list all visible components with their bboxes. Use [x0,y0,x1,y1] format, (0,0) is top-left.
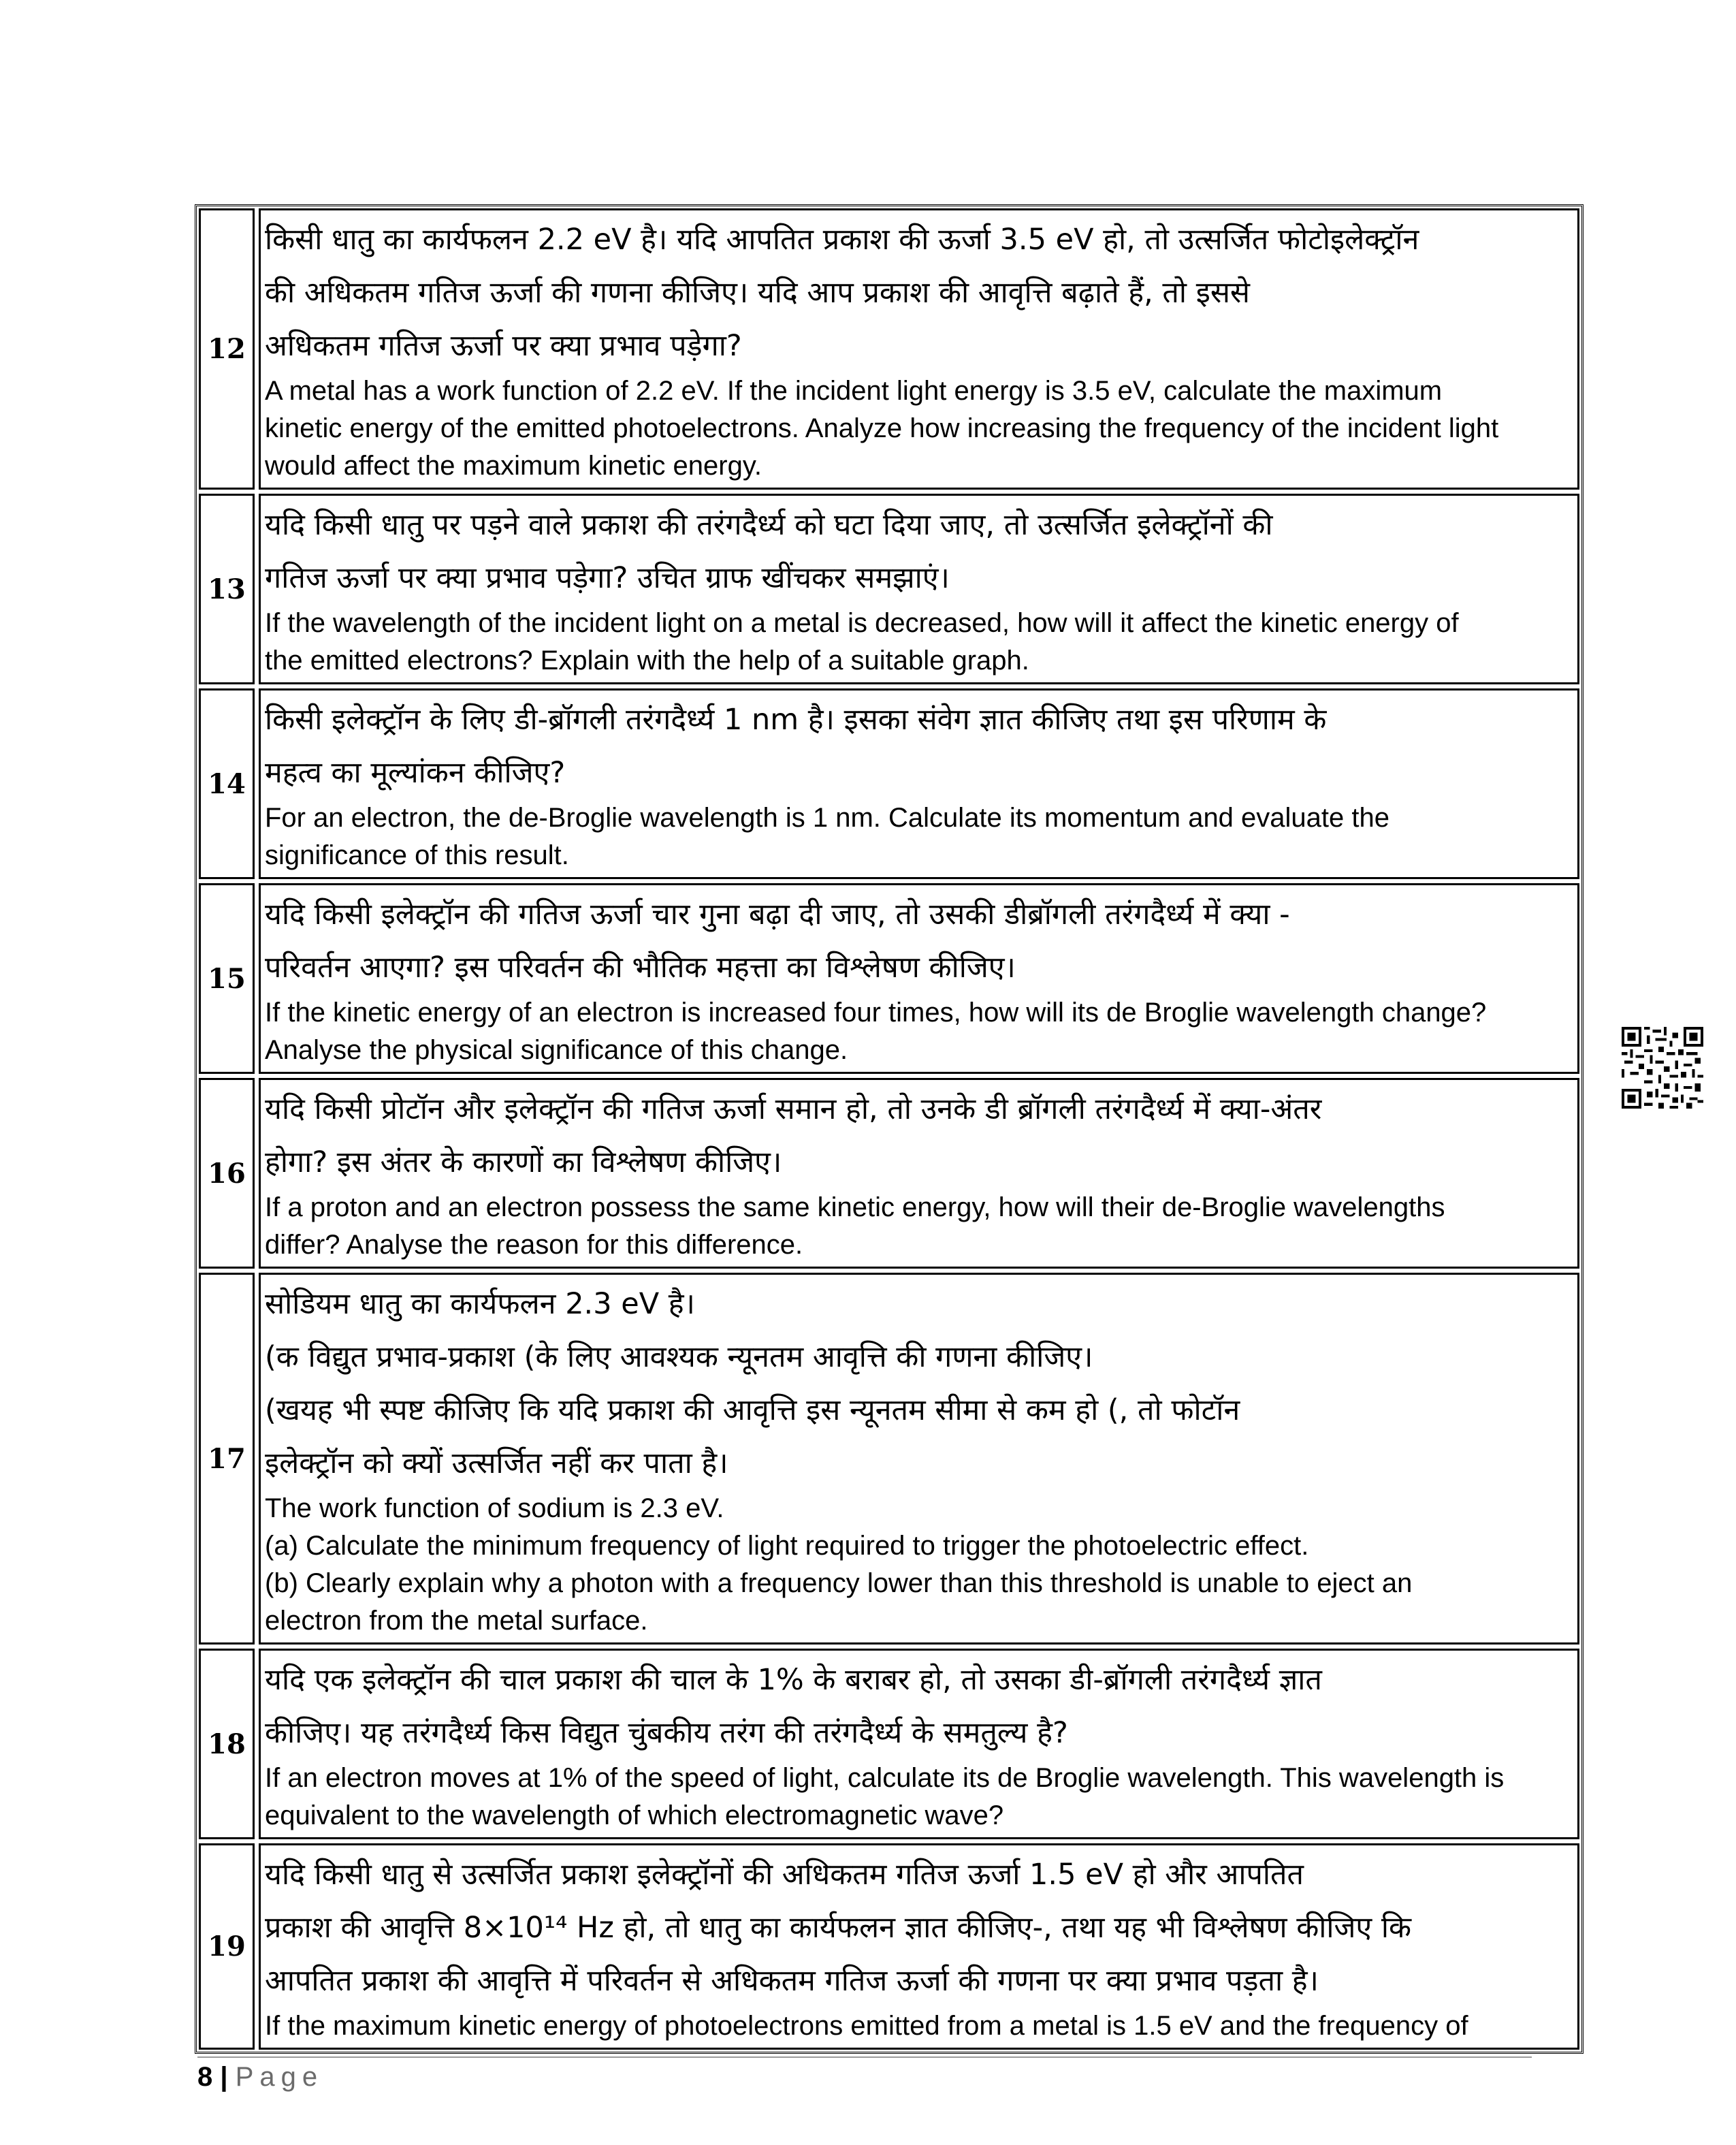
question-text [259,1843,1579,2050]
question-number: 16 [199,1078,255,1269]
page-label: Page [235,2062,324,2092]
question-number: 13 [199,494,255,684]
question-number: 17 [199,1273,255,1644]
page-number: 8 [197,2062,213,2092]
question-number: 15 [199,883,255,1074]
question-text [259,494,1579,684]
hindi-line: किसी इलेक्ट्रॉन के लिए डी-ब्रॉगली तरंगदैर्ध्य 1 nm है। इसका संवेग ज्ञात कीजिए तथा इस परिणाम के [265,703,1327,737]
hindi-line: प्रकाश की आवृत्ति 8×10¹⁴ Hz हो, तो धातु का कार्यफलन ज्ञात कीजिए-, तथा यह भी विश्लेषण कीजिए कि [265,1911,1412,1945]
question-text [259,1273,1579,1644]
hindi-line: की अधिकतम गतिज ऊर्जा की गणना कीजिए। यदि आप प्रकाश की आवृत्ति बढ़ाते हैं, तो इससे [265,276,1250,310]
english-line: would affect the maximum kinetic energy. [265,451,762,481]
question-hindi [265,1848,1573,2007]
question-row [199,1273,1579,1644]
hindi-line: सोडियम धातु का कार्यफलन 2.3 eV है। [265,1287,695,1321]
question-english [265,1490,1573,1640]
hindi-line: आपतित प्रकाश की आवृत्ति में परिवर्तन से अधिकतम गतिज ऊर्जा की गणना पर क्या प्रभाव पड़ता है। [265,1964,1319,1998]
hindi-line: यदि किसी प्रोटॉन और इलेक्ट्रॉन की गतिज ऊर्जा समान हो, तो उनके डी ब्रॉगली तरंगदैर्ध्य में क्या-अंतर [265,1092,1322,1126]
question-hindi [265,1277,1573,1490]
question-english [265,1760,1573,1834]
english-line: the emitted electrons? Explain with the help of a suitable graph. [265,646,1029,676]
footer-divider [197,2056,1532,2058]
hindi-line: महत्व का मूल्यांकन कीजिए? [265,756,566,790]
hindi-line: इलेक्ट्रॉन को क्यों उत्सर्जित नहीं कर पाता है। [265,1446,728,1480]
hindi-line: यदि एक इलेक्ट्रॉन की चाल प्रकाश की चाल के 1% के बराबर हो, तो उसका डी-ब्रॉगली तरंगदैर्ध्य ज्ञात [265,1663,1322,1697]
question-text [259,688,1579,879]
question-hindi [265,213,1573,372]
english-line: differ? Analyse the reason for this difference. [265,1230,803,1260]
hindi-line: किसी धातु का कार्यफलन 2.2 eV है। यदि आपतित प्रकाश की ऊर्जा 3.5 eV हो, तो उत्सर्जित फोटोइलेक्ट्रॉन [265,223,1419,257]
question-hindi [265,1653,1573,1760]
question-number: 14 [199,688,255,879]
question-row [199,1843,1579,2050]
english-line: (b) Clearly explain why a photon with a frequency lower than this threshold is unable to eject an [265,1568,1413,1598]
question-row [199,688,1579,879]
question-table [195,204,1584,2054]
question-row [199,883,1579,1074]
question-english [265,605,1573,680]
question-english [265,799,1573,874]
question-text [259,883,1579,1074]
qr-code-icon [1622,1027,1703,1109]
question-text [259,208,1579,490]
hindi-line: अधिकतम गतिज ऊर्जा पर क्या प्रभाव पड़ेगा? [265,329,742,363]
question-row [199,1649,1579,1839]
english-line: If a proton and an electron possess the same kinetic energy, how will their de-Broglie wavelengths [265,1192,1445,1222]
question-row [199,1078,1579,1269]
question-english [265,1189,1573,1264]
hindi-line: कीजिए। यह तरंगदैर्ध्य किस विद्युत चुंबकीय तरंग की तरंगदैर्ध्य के समतुल्य है? [265,1716,1068,1750]
hindi-line: होगा? इस अंतर के कारणों का विश्लेषण कीजिए। [265,1145,782,1179]
english-line: electron from the metal surface. [265,1606,648,1636]
question-hindi [265,888,1573,994]
question-english [265,2007,1573,2045]
hindi-line: यदि किसी धातु पर पड़ने वाले प्रकाश की तरंगदैर्ध्य को घटा दिया जाए, तो उत्सर्जित इलेक्ट्रॉनों की [265,508,1273,542]
page-footer [197,2062,323,2093]
english-line: kinetic energy of the emitted photoelectrons. Analyze how increasing the frequency of the incident light [265,413,1499,443]
english-line: significance of this result. [265,840,569,870]
english-line: The work function of sodium is 2.3 eV. [265,1493,724,1523]
english-line: A metal has a work function of 2.2 eV. If the incident light energy is 3.5 eV, calculate the maximum [265,376,1443,406]
hindi-line: यदि किसी धातु से उत्सर्जित प्रकाश इलेक्ट्रॉनों की अधिकतम गतिज ऊर्जा 1.5 eV हो और आपतित [265,1858,1304,1892]
question-english [265,994,1573,1069]
question-hindi [265,693,1573,799]
hindi-line: (खयह भी स्पष्ट कीजिए कि यदि प्रकाश की आवृत्ति इस न्यूनतम सीमा से कम हो (, तो फोटॉन [265,1393,1240,1427]
question-text [259,1649,1579,1839]
english-line: Analyse the physical significance of this change. [265,1035,848,1065]
hindi-line: यदि किसी इलेक्ट्रॉन की गतिज ऊर्जा चार गुना बढ़ा दी जाए, तो उसकी डीब्रॉगली तरंगदैर्ध्य में क्या - [265,897,1290,932]
question-english [265,372,1573,485]
question-hindi [265,1083,1573,1189]
english-line: If the wavelength of the incident light on a metal is decreased, how will it affect the kinetic energy of [265,608,1459,638]
footer-separator: | [220,2062,228,2092]
question-number: 12 [199,208,255,490]
question-hindi [265,498,1573,605]
english-line: If an electron moves at 1% of the speed of light, calculate its de Broglie wavelength. This wavelength is [265,1763,1505,1793]
hindi-line: (क विद्युत प्रभाव-प्रकाश (के लिए आवश्यक न्यूनतम आवृत्ति की गणना कीजिए। [265,1340,1093,1374]
question-row [199,208,1579,490]
english-line: If the maximum kinetic energy of photoelectrons emitted from a metal is 1.5 eV and the frequency of [265,2011,1468,2041]
english-line: If the kinetic energy of an electron is increased four times, how will its de Broglie wavelength change? [265,998,1487,1028]
hindi-line: गतिज ऊर्जा पर क्या प्रभाव पड़ेगा? उचित ग्राफ खींचकर समझाएं। [265,561,950,595]
question-text [259,1078,1579,1269]
english-line: equivalent to the wavelength of which electromagnetic wave? [265,1800,1004,1830]
question-number: 18 [199,1649,255,1839]
english-line: For an electron, the de-Broglie wavelength is 1 nm. Calculate its momentum and evaluate the [265,803,1389,833]
english-line: (a) Calculate the minimum frequency of light required to trigger the photoelectric effect. [265,1531,1309,1561]
question-row [199,494,1579,684]
question-number: 19 [199,1843,255,2050]
hindi-line: परिवर्तन आएगा? इस परिवर्तन की भौतिक महत्ता का विश्लेषण कीजिए। [265,951,1016,985]
